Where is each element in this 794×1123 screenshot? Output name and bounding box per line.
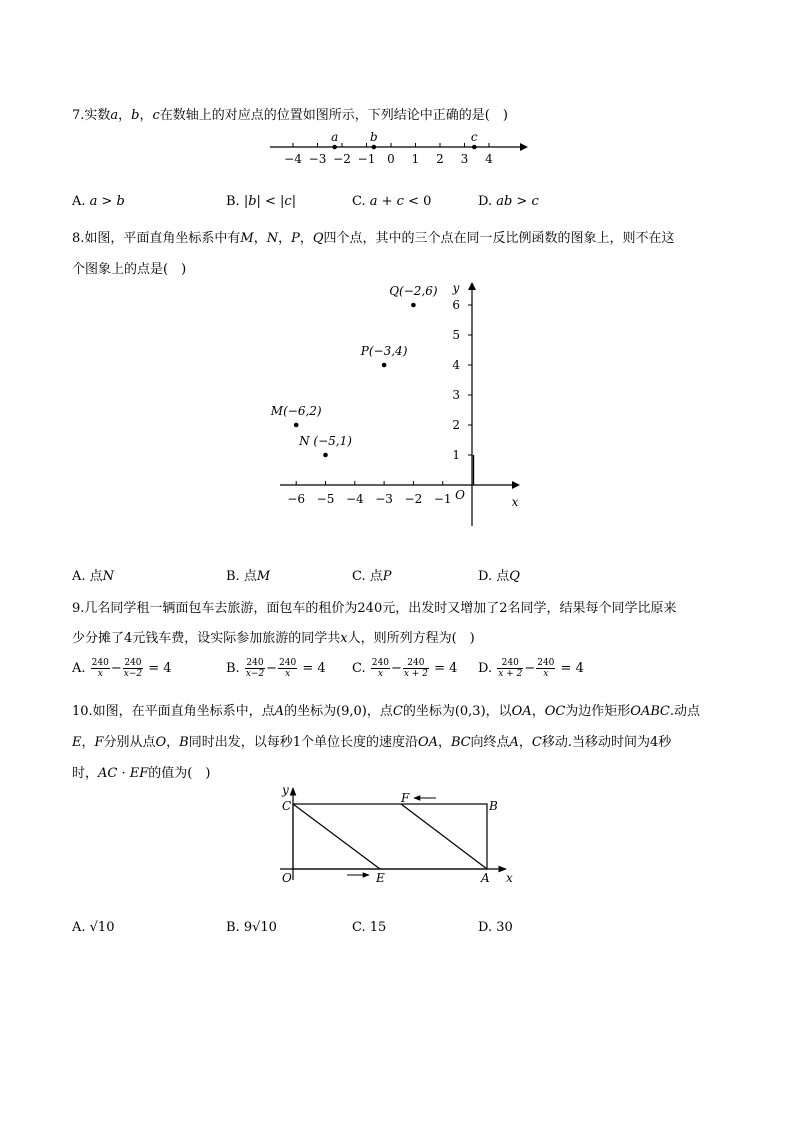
label-c: C — [282, 799, 292, 813]
plot-point-label: N (−5,1) — [299, 434, 352, 448]
label-x: x — [506, 871, 513, 885]
q7-option-d[interactable]: D. 𝑎𝑏 > 𝑐 — [478, 194, 539, 209]
number-line-tick-label: 0 — [387, 152, 395, 166]
label-e: E — [376, 871, 385, 885]
q10-option-d[interactable]: D. 30 — [478, 920, 513, 935]
y-tick-label: 3 — [452, 388, 460, 402]
x-tick-label: −4 — [345, 492, 364, 506]
plot-point — [294, 423, 299, 428]
q10-text-line1: 10.如图，在平面直角坐标系中，点𝐴的坐标为(9,0)，点𝐶的坐标为(0,3)，以𝑂𝐴，𝑂𝐶为边作矩形𝑂𝐴𝐵𝐶.动点 — [72, 704, 700, 719]
q9-option-d[interactable]: D. $\frac{240}{x + 2}$ − $\frac{240}{x}$ = 4 — [478, 658, 584, 679]
origin-label: O — [455, 488, 465, 502]
number-line-tick-label: 3 — [460, 152, 469, 166]
y-tick-label: 5 — [452, 328, 460, 342]
x-axis-label: x — [511, 495, 519, 509]
segment-c-e — [293, 804, 380, 869]
number-line-tick-label: 2 — [436, 152, 444, 166]
segment-f-a — [401, 804, 487, 869]
q7-option-c[interactable]: C. 𝑎 + 𝑐 < 0 — [352, 194, 432, 209]
q8-option-d[interactable]: D. 点𝑄 — [478, 569, 520, 584]
q8-option-b[interactable]: B. 点𝑀 — [226, 569, 271, 584]
rectangle-oabc — [293, 804, 487, 869]
y-tick-label: 2 — [452, 418, 460, 432]
fraction: $\frac{240}{x}$ — [371, 658, 389, 679]
fraction: $\frac{240}{x}$ — [91, 658, 109, 679]
q10-option-a[interactable]: A. √10 — [72, 920, 115, 935]
number-line-point-label: c — [470, 130, 478, 144]
q7-text: 7.实数𝑎，𝑏，𝑐在数轴上的对应点的位置如图所示，下列结论中正确的是( ) — [72, 108, 508, 123]
number-line-tick-label: 1 — [411, 152, 420, 166]
q7-option-a[interactable]: A. 𝑎 > 𝑏 — [72, 194, 125, 209]
fraction: $\frac{240}{x + 2}$ — [498, 658, 523, 679]
x-tick-label: −6 — [287, 492, 306, 506]
number-line-tick-label: −1 — [357, 152, 376, 166]
q9-option-b[interactable]: B. $\frac{240}{x-2}$ − $\frac{240}{x}$ = 4 — [226, 658, 326, 679]
x-tick-label: −2 — [404, 492, 423, 506]
label-o: O — [282, 871, 292, 885]
y-axis-arrow — [468, 282, 476, 290]
number-line-tick-label: −3 — [308, 152, 327, 166]
fraction: $\frac{240}{x}$ — [279, 658, 297, 679]
q9-option-c[interactable]: C. $\frac{240}{x}$ − $\frac{240}{x + 2}$ = 4 — [352, 658, 458, 679]
x-tick-label: −1 — [433, 492, 452, 506]
y-tick-label: 4 — [452, 358, 460, 372]
rectangle-figure — [270, 782, 530, 892]
q10-option-b[interactable]: B. 9√10 — [226, 920, 277, 935]
number-line-tick-label: 4 — [485, 152, 493, 166]
plot-point — [323, 453, 328, 458]
q10-text-line2: 𝐸，𝐹分别从点𝑂，𝐵同时出发，以每秒1个单位长度的速度沿𝑂𝐴，𝐵𝐶向终点𝐴，𝐶移动.当移动时间为4秒 — [72, 735, 672, 750]
fraction: $\frac{240}{x}$ — [537, 658, 555, 679]
coordinate-plane-figure — [260, 276, 540, 536]
plot-point-label: Q(−2,6) — [389, 284, 438, 298]
plot-point-label: P(−3,4) — [360, 344, 408, 358]
label-y: y — [282, 783, 289, 797]
q10-option-c[interactable]: C. 15 — [352, 920, 387, 935]
fraction: $\frac{240}{x-2}$ — [123, 658, 143, 679]
y-axis-label: y — [452, 281, 460, 295]
number-line-point — [472, 145, 477, 150]
number-line-figure — [262, 126, 532, 166]
fraction: $\frac{240}{x + 2}$ — [403, 658, 428, 679]
plot-point-label: M(−6,2) — [270, 404, 322, 418]
q7-option-b[interactable]: B. |𝑏| < |𝑐| — [226, 194, 297, 209]
q9-text-line1: 9.几名同学租一辆面包车去旅游，面包车的租价为240元，出发时又增加了2名同学，结果每个同学比原来 — [72, 601, 677, 616]
number-line-point-label: b — [370, 130, 378, 144]
number-line-tick-label: −4 — [284, 152, 302, 166]
q8-text-line2: 个图象上的点是( ) — [72, 262, 187, 277]
q9-option-a[interactable]: A. $\frac{240}{x}$ − $\frac{240}{x-2}$ = 4 — [72, 658, 172, 679]
y-tick-label: 6 — [452, 298, 460, 312]
q10-text-line3: 时，𝐴𝐶 · 𝐸𝐹的值为( ) — [72, 766, 211, 781]
q8-option-a[interactable]: A. 点𝑁 — [72, 569, 115, 584]
y-tick-label: 1 — [452, 448, 460, 462]
x-tick-label: −3 — [375, 492, 393, 506]
plot-point — [411, 303, 416, 308]
number-line-arrow — [520, 143, 528, 151]
label-a: A — [481, 871, 490, 885]
q8-text-line1: 8.如图，平面直角坐标系中有𝑀，𝑁，𝑃，𝑄四个点，其中的三个点在同一反比例函数的图象上，则不在这 — [72, 231, 675, 246]
number-line-tick-label: −2 — [333, 152, 351, 166]
label-b: B — [489, 799, 498, 813]
number-line-point — [332, 145, 337, 150]
x-axis-arrow — [512, 481, 520, 489]
x-tick-label: −5 — [316, 492, 335, 506]
plot-point — [382, 363, 387, 368]
label-f: F — [401, 791, 410, 805]
q8-option-c[interactable]: C. 点𝑃 — [352, 569, 392, 584]
number-line-point-label: a — [331, 130, 339, 144]
q9-text-line2: 少分摊了4元钱车费，设实际参加旅游的同学共𝑥人，则所列方程为( ) — [72, 631, 475, 646]
fraction: $\frac{240}{x-2}$ — [245, 658, 265, 679]
number-line-point — [372, 145, 377, 150]
